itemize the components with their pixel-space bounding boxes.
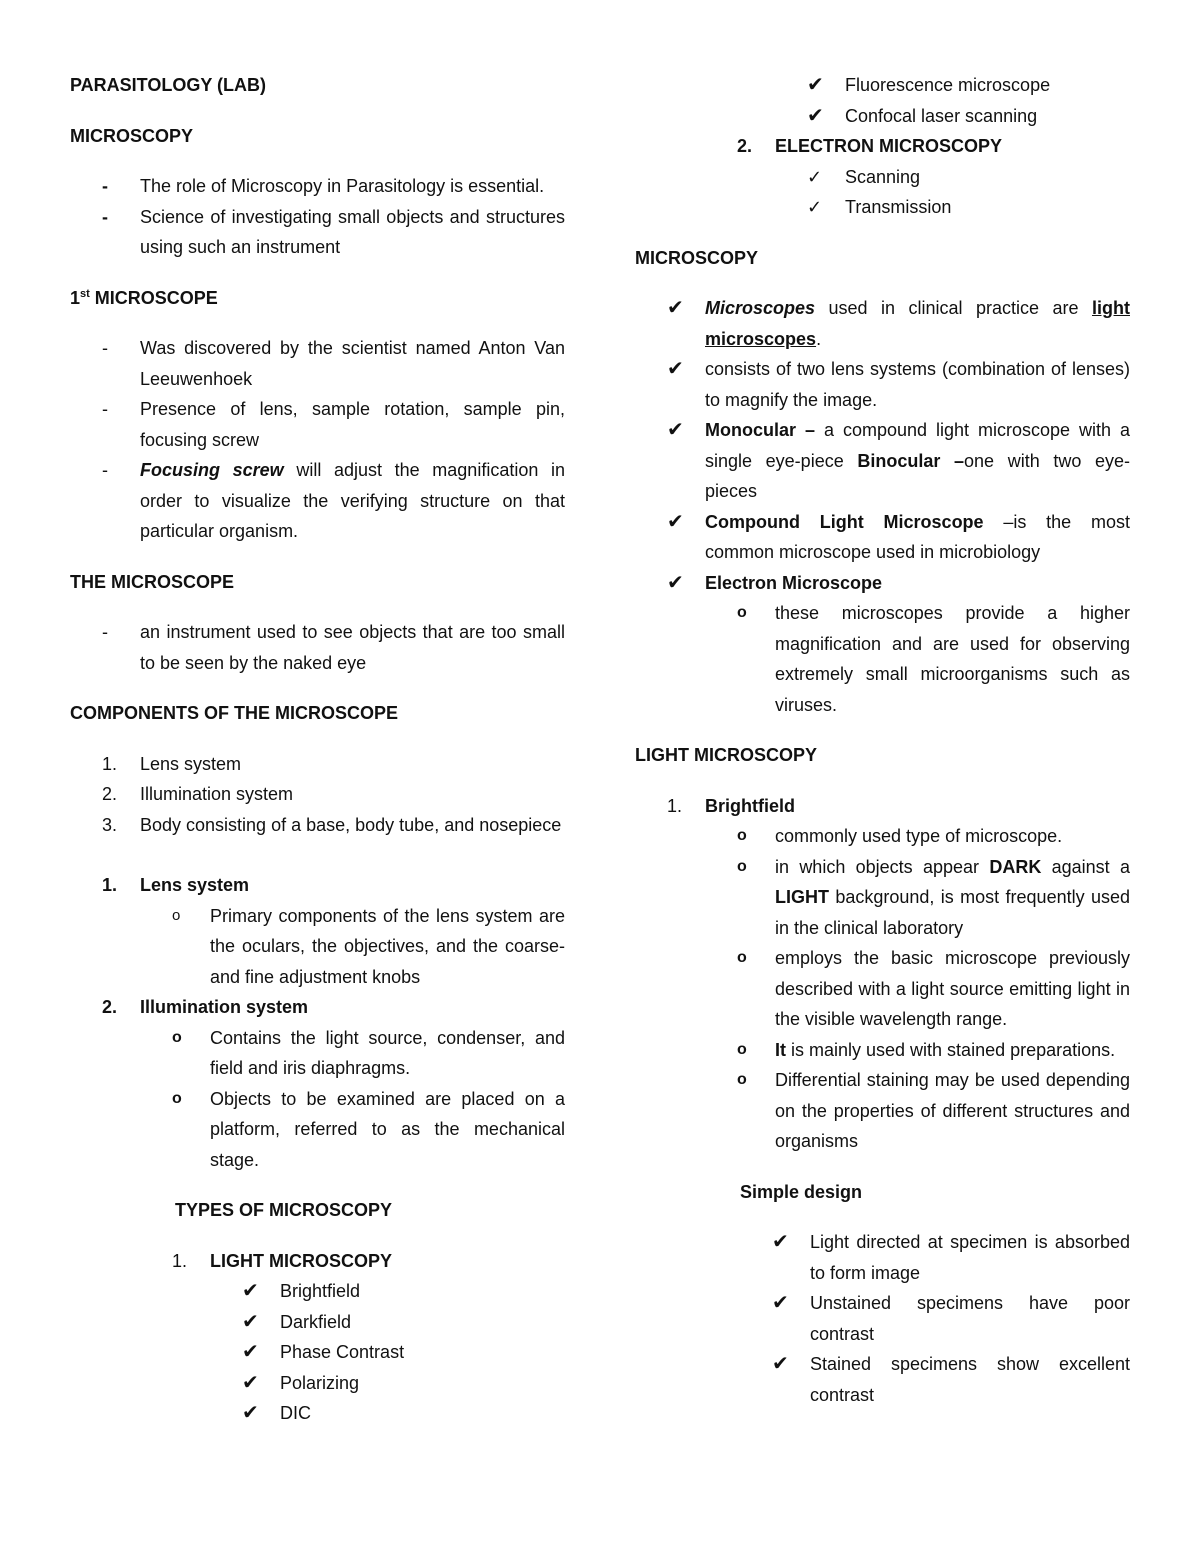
list-item: o in which objects appear DARK against a LIGHT background, is most frequently used in the clinical laboratory — [775, 852, 1130, 944]
list-item: o these microscopes provide a higher magnification and are used for observing extremely small microorganisms such as viruses. — [775, 598, 1130, 720]
check-icon: ✔ — [667, 419, 684, 441]
check-icon: ✔ — [242, 1310, 259, 1333]
check-icon: ✔ — [667, 358, 684, 380]
list-item: o Objects to be examined are placed on a platform, referred to as the mechanical stage. — [210, 1084, 565, 1176]
list-item: o employs the basic microscope previously described with a light source emitting light in the visible wavelength range. — [775, 943, 1130, 1035]
check-icon: ✔ — [772, 1231, 789, 1253]
list-item: 1. Lens system — [102, 753, 242, 774]
list-item: ✔ Fluorescence microscope — [845, 70, 1130, 101]
check-icon: ✔ — [667, 510, 684, 533]
first-microscope-heading: 1st MICROSCOPE — [70, 287, 218, 308]
components-list — [102, 749, 565, 841]
list-item: ✔ Stained specimens show excellent contrast — [810, 1349, 1130, 1410]
types-list — [172, 1246, 565, 1429]
dash-marker: - — [102, 206, 108, 227]
list-item: ✔ Phase Contrast — [280, 1337, 565, 1368]
brightfield-heading: 1. Brightfield — [667, 795, 795, 816]
microscopy-2-list — [667, 293, 1131, 720]
list-item: o Primary components of the lens system are the oculars, the objectives, and the coarse-and fine adjustment knobs — [210, 901, 565, 993]
list-item: ✓ Transmission — [845, 192, 1130, 223]
simple-design-heading: Simple design — [740, 1181, 863, 1202]
list-item: - Was discovered by the scientist named Anton Van Leeuwenhoek — [140, 333, 565, 394]
list-item: ✔ Light directed at specimen is absorbed to form image — [810, 1227, 1130, 1288]
microscopy-heading: MICROSCOPY — [70, 125, 194, 146]
circle-bullet-icon: o — [737, 949, 747, 966]
dash-marker: - — [102, 338, 108, 358]
brightfield-section — [667, 791, 1130, 1157]
check-icon: ✔ — [772, 1353, 789, 1375]
check-icon: ✔ — [667, 297, 684, 319]
simple-design-list — [772, 1227, 1130, 1410]
check-icon: ✔ — [772, 1292, 789, 1314]
lens-system-section — [102, 870, 565, 1175]
list-item: - Science of investigating small objects and structures using such an instrument — [140, 202, 565, 263]
lens-system-heading: 1. Lens system — [102, 875, 250, 895]
circle-bullet-icon: o — [172, 906, 181, 924]
first-microscope-list — [102, 333, 566, 547]
circle-bullet-icon: o — [737, 604, 747, 621]
list-item: 3. Body consisting of a base, body tube, and nosepiece — [102, 814, 562, 835]
list-item: o commonly used type of microscope. — [775, 821, 1130, 852]
list-item: ✔ DIC — [280, 1398, 565, 1429]
check-icon: ✔ — [242, 1371, 259, 1394]
light-microscopy-items — [242, 1276, 565, 1429]
components-heading: COMPONENTS OF THE MICROSCOPE — [70, 703, 399, 723]
dash-marker: - — [102, 460, 108, 480]
list-item: - The role of Microscopy in Parasitology is essential. — [140, 171, 565, 202]
list-item: - Focusing screw will adjust the magnification in order to visualize the verifying structure on that particular organism. — [140, 455, 565, 547]
list-item: - an instrument used to see objects that are too small to be seen by the naked eye — [140, 617, 565, 678]
electron-microscopy-heading: 2. ELECTRON MICROSCOPY — [737, 136, 1003, 156]
light-microscopy-items-continued — [807, 70, 1130, 131]
list-item: ✓ Scanning — [845, 162, 1130, 193]
list-item: ✔ Electron Microscope — [705, 568, 1130, 599]
left-column — [70, 70, 565, 1429]
list-item: ✔ Monocular – a compound light microscope with a single eye-piece Binocular –one with two eye-pieces — [705, 415, 1130, 507]
circle-bullet-icon: o — [172, 1028, 182, 1046]
microscopy-list — [102, 171, 565, 263]
the-microscope-heading: THE MICROSCOPE — [70, 571, 235, 592]
dash-marker: - — [102, 176, 108, 196]
right-column — [635, 70, 1130, 1410]
circle-bullet-icon: o — [737, 857, 747, 875]
light-microscopy-heading: 1. LIGHT MICROSCOPY — [172, 1250, 393, 1271]
check-icon: ✔ — [807, 74, 824, 96]
check-icon: ✔ — [242, 1341, 259, 1363]
list-item: 2. Illumination system — [102, 784, 294, 804]
light-microscopy-heading-2: LIGHT MICROSCOPY — [635, 745, 818, 765]
list-item: - Presence of lens, sample rotation, sample pin, focusing screw — [140, 394, 565, 455]
list-item: ✔ Compound Light Microscope –is the most common microscope used in microbiology — [705, 507, 1130, 568]
list-item: ✔ consists of two lens systems (combination of lenses) to magnify the image. — [705, 354, 1130, 415]
circle-bullet-icon: o — [737, 827, 747, 844]
check-icon: ✔ — [667, 571, 684, 594]
the-microscope-list — [102, 617, 565, 678]
dash-marker: - — [102, 399, 108, 419]
list-item: ✔ Brightfield — [280, 1276, 565, 1307]
circle-bullet-icon: o — [737, 1071, 747, 1088]
list-item: o Differential staining may be used depending on the properties of different structures and organisms — [775, 1065, 1130, 1157]
illumination-system-heading: 2. Illumination system — [102, 997, 309, 1017]
check-icon: ✔ — [242, 1280, 259, 1302]
list-item: ✔ Polarizing — [280, 1368, 565, 1399]
check-icon: ✓ — [807, 197, 823, 217]
check-icon: ✔ — [242, 1402, 259, 1424]
electron-microscopy-section — [737, 131, 1130, 223]
types-heading: TYPES OF MICROSCOPY — [175, 1200, 393, 1220]
circle-bullet-icon: o — [172, 1089, 182, 1107]
list-item: o It is mainly used with stained preparations. — [775, 1035, 1130, 1066]
check-icon: ✓ — [807, 166, 823, 187]
list-item: ✔ Microscopes used in clinical practice are light microscopes. — [705, 293, 1130, 354]
list-item: ✔ Confocal laser scanning — [845, 101, 1130, 132]
microscopy-heading-2: MICROSCOPY — [635, 247, 759, 268]
document-title: PARASITOLOGY (LAB) — [70, 75, 267, 95]
list-item: ✔ Unstained specimens have poor contrast — [810, 1288, 1130, 1349]
dash-marker: - — [102, 622, 108, 642]
check-icon: ✔ — [807, 104, 824, 127]
list-item: ✔ Darkfield — [280, 1307, 565, 1338]
circle-bullet-icon: o — [737, 1040, 747, 1058]
list-item: o Contains the light source, condenser, and field and iris diaphragms. — [210, 1023, 565, 1084]
